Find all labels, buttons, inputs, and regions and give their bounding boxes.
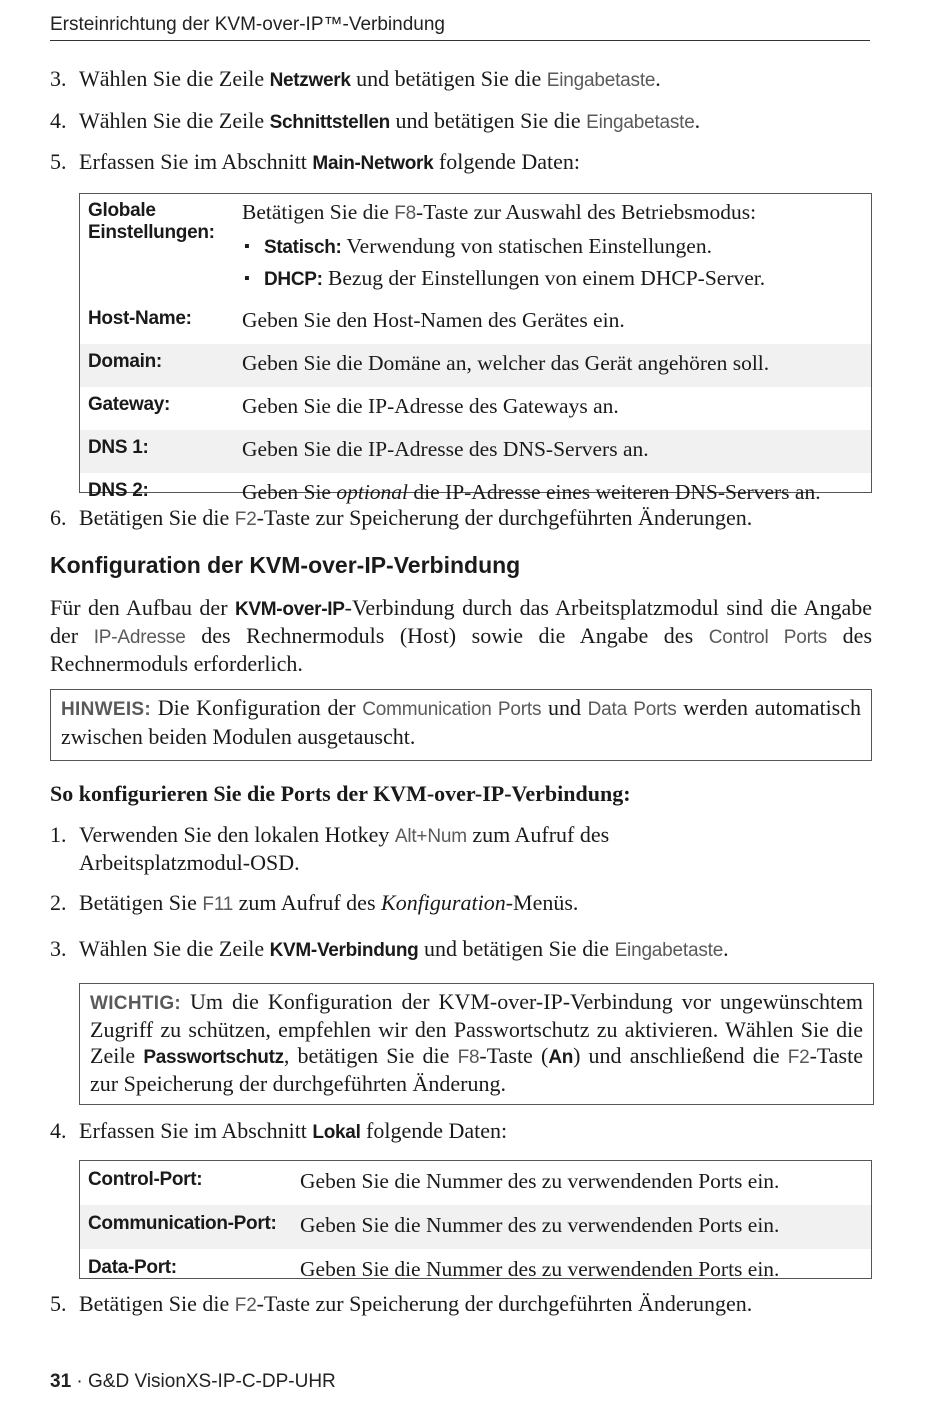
key-f11: F11	[202, 894, 234, 915]
table-row	[80, 1249, 871, 1293]
desc-dns1: Geben Sie die IP-Adresse des DNS-Servers an.	[234, 430, 871, 473]
key-eingabetaste: Eingabetaste	[614, 940, 724, 961]
section-heading: Konfiguration der KVM-over-IP-Verbindung	[50, 552, 521, 578]
table-row	[80, 387, 871, 430]
key-f2: F2	[234, 509, 257, 530]
running-header: Ersteinrichtung der KVM-over-IP™-Verbindung	[50, 14, 870, 41]
howto-heading: So konfigurieren Sie die Ports der KVM-over-IP-Verbindung:	[50, 781, 631, 806]
label-data-port: Data-Port:	[88, 1257, 177, 1278]
intro-paragraph: Für den Aufbau der KVM-over-IP-Verbindung durch das Arbeitsplatzmodul sind die Angabe der IP-Adresse des Rechnermoduls (Host) sowie die Angabe des Control Ports des Rechnermoduls erforderlich.	[50, 595, 873, 676]
network-settings-table	[79, 193, 872, 504]
key-eingabetaste: Eingabetaste	[586, 112, 695, 133]
label-gateway: Gateway:	[88, 394, 171, 415]
note-label: HINWEIS:	[61, 699, 152, 720]
desc-communication-port: Geben Sie die Nummer des zu verwendenden Ports ein.	[292, 1205, 871, 1249]
desc-control-port: Geben Sie die Nummer des zu verwendenden Ports ein.	[300, 1169, 780, 1193]
label-dns1: DNS 1:	[80, 430, 234, 473]
section-lokal: Lokal	[312, 1122, 361, 1143]
desc-gateway: Geben Sie die IP-Adresse des Gateways an.	[242, 394, 619, 418]
important-box: WICHTIG: Um die Konfiguration der KVM-over-IP-Verbindung vor ungewünschtem Zugriff zu schützen, empfehlen wir den Passwortschutz zu aktivieren. Wählen Sie die Zeile Passwortschutz, betätigen Sie die F8-Taste (An) und anschließend die F2-Taste zur Speicherung der durchgeführten Änderung.	[79, 983, 874, 1105]
label-host-name: Host-Name:	[88, 308, 192, 329]
table-row	[80, 1161, 871, 1205]
page-number: 31	[50, 1371, 72, 1392]
table-row-global: Globale Einstellungen: Betätigen Sie die F8-Taste zur Auswahl des Betriebsmodus: ▪ Statisch: Verwendung von statischen Einstellungen. ▪ DHCP: Bezug der Einstellungen von einem DHCP-Server.	[80, 194, 871, 299]
section-main-network: Main-Network	[312, 153, 434, 174]
option-static: ▪ Statisch: Verwendung von statischen Einstellungen.	[242, 231, 863, 263]
desc-dns2: Geben Sie optional die IP-Adresse eines weiteren DNS-Servers an.	[242, 480, 821, 504]
menu-item-netzwerk: Netzwerk	[269, 70, 351, 91]
table-row	[80, 1205, 871, 1249]
important-label: WICHTIG:	[90, 993, 182, 1014]
desc-domain: Geben Sie die Domäne an, welcher das Gerät angehören soll.	[234, 344, 871, 387]
key-f2: F2	[234, 1295, 257, 1316]
label-global-settings: Globale Einstellungen:	[88, 200, 215, 243]
page-footer: 31 · G&D VisionXS-IP-C-DP-UHR	[50, 1371, 336, 1392]
label-dns2: DNS 2:	[88, 480, 149, 501]
label-control-port: Control-Port:	[88, 1169, 203, 1190]
table-row	[80, 344, 871, 387]
key-alt-num: Alt+Num	[394, 826, 467, 847]
key-eingabetaste: Eingabetaste	[546, 70, 656, 91]
desc-data-port: Geben Sie die Nummer des zu verwendenden Ports ein.	[300, 1257, 780, 1281]
table-row	[80, 430, 871, 473]
note-box: HINWEIS: Die Konfiguration der Communication Ports und Data Ports werden automatisch zwischen beiden Modulen ausgetauscht.	[50, 689, 872, 761]
menu-item-schnittstellen: Schnittstellen	[269, 112, 390, 133]
port-settings-table	[79, 1160, 872, 1279]
label-communication-port: Communication-Port:	[80, 1205, 292, 1249]
option-dhcp: ▪ DHCP: Bezug der Einstellungen von einem DHCP-Server.	[242, 263, 863, 295]
key-f8: F8	[394, 203, 417, 224]
desc-host-name: Geben Sie den Host-Namen des Gerätes ein.	[242, 308, 625, 332]
menu-item-kvm-verbindung: KVM-Verbindung	[269, 940, 419, 961]
product-name: G&D VisionXS-IP-C-DP-UHR	[88, 1371, 336, 1392]
table-row	[80, 299, 871, 344]
label-domain: Domain:	[80, 344, 234, 387]
